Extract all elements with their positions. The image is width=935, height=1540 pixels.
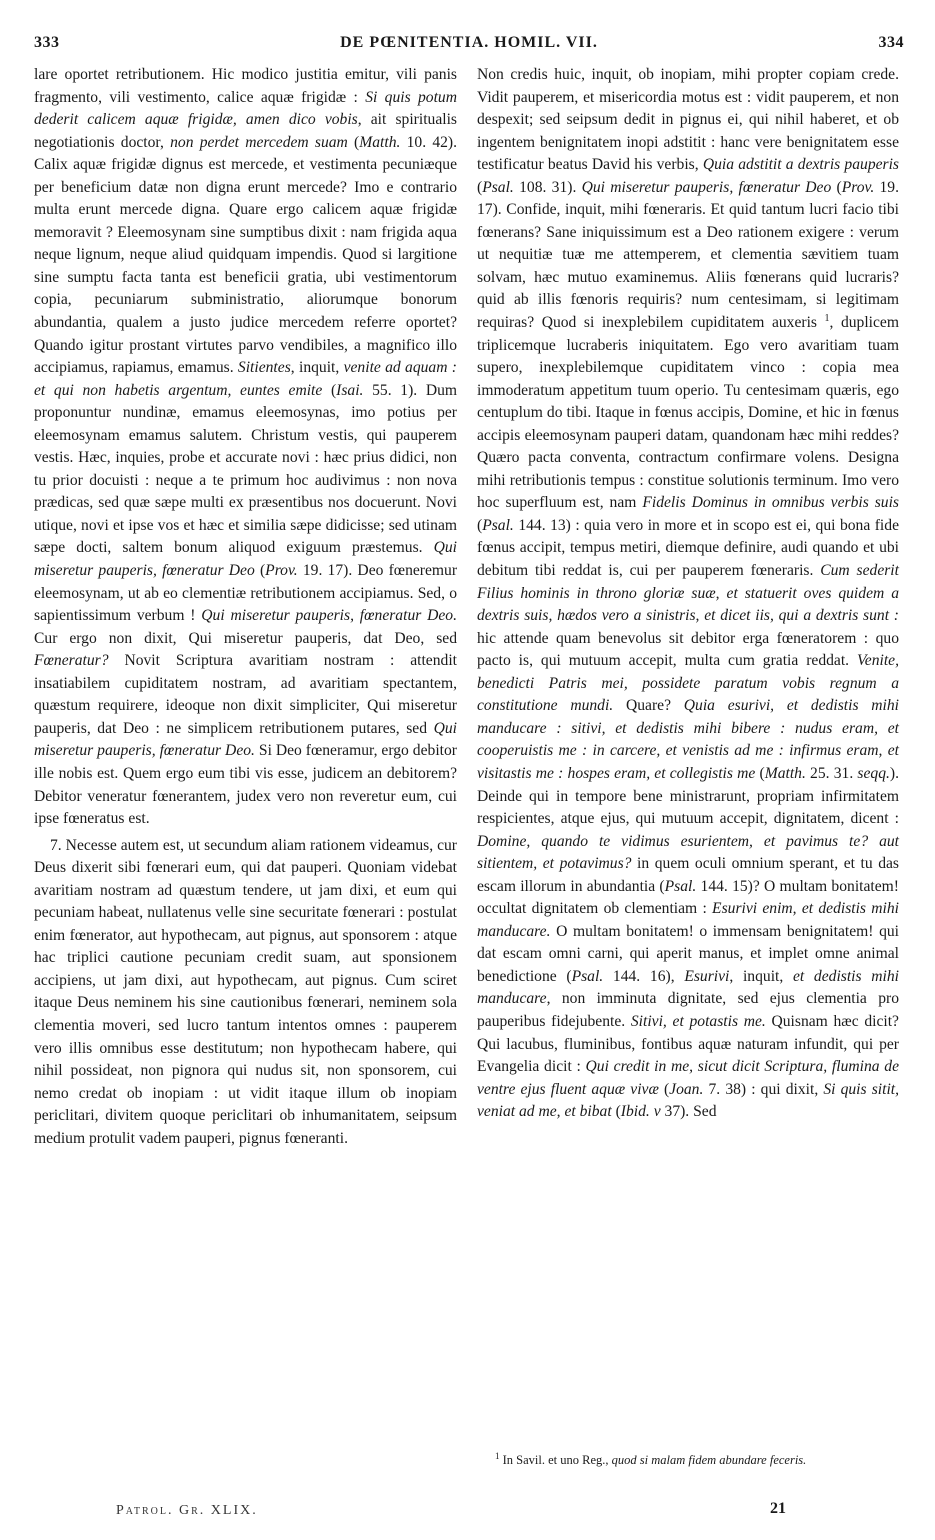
- italic-span: Joan.: [669, 1080, 704, 1098]
- text-span: , inquit,: [290, 359, 344, 377]
- text-span: (: [322, 381, 337, 399]
- text-span: 7. Necesse autem est, ut secundum aliam rationem videamus, cur Deus dixerit sibi fœnerari eum, qui dat pauperi. Quoniam videbat avaritiam nostram ad quæstum tendere, ut jam dixi, et eum qui pecuniam habeat, nullatenus velle sine securitate fœnerari : postulat enim fœnerator, aut hypothecam, aut pignus, aut sponsorem : atque hac triplici cautione pecuniam credit suam, aut sponsionem accipiens, ut jam dixi, aut hypothecam, aut pignus. Cum sciret itaque Deus neminem his sine cautionibus fœnerari, neminem sola clementia moveri, sed lucro tantum intentos omnes : pauperem vero illis omnibus esse destitutum; non hypothecam habere, qui nihil possideat, non pignora qui nudus sit, non sponsorem, cui nemo credat ob inopiam : ut vidit itaque illum ob inopiam periclitari, divitem quoque periclitari ob inhumanitatem, seipsum medium protulit vadem pauperi, pignus fœneranti.: [34, 836, 457, 1147]
- signature-number: 21: [770, 1500, 786, 1517]
- italic-span: Venite, benedicti Patris mei, possidete paratum vobis regnum a constitutione mundi.: [477, 652, 899, 715]
- italic-span: Fidelis Dominus in omnibus verbis suis: [642, 494, 899, 512]
- italic-span: Quia esurivi, et dedistis mihi manducare : sitivi, et dedistis mihi bibere : nudus eram, et cooperuistis me : in carcere, et venistis ad me : infirmus eram, et visitastis me : hospes eram, et collegistis me: [477, 697, 900, 782]
- italic-span: Qui miseretur pauperis, fœneratur Deo.: [201, 607, 457, 625]
- italic-span: Sitientes: [237, 359, 291, 377]
- text-span: 55. 1). Dum proponuntur nundinæ, emamus eleemosynas, imo potius per eleemosynam emamus salutem. Christum vestis, qui pauperem vestis. Hæc, inquies, probe et accurate novi : hæc prius didici, non tu prior docuisti : neque a te primum hoc audivimus : non nova prædicas, sed quæ sæpe multi ex præsentibus nos docuerunt. Novi utique, novi et ipse vos et hæc et similia sæpe didicisse; sed utinam sæpe docti, saltem bonum aliquod exiguum præstemus.: [34, 381, 458, 557]
- text-span: (: [477, 178, 483, 196]
- italic-span: Matth.: [359, 133, 401, 151]
- text-span: In Savil. et uno Reg.,: [499, 1453, 612, 1467]
- text-span: 10. 42). Calix aquæ frigidæ dignus est mercede, et vestimenta pecuniæque per beneficium datæ non digna erunt mercede? Imo e contrario multa erunt mercede digna. Quare ergo calicem aquæ frigidæ memoravit ? Eleemosynam sine sumptibus dixit : nam frigida aqua neque lignum, neque aliud quidquam impendis. Quod si largitione sine sumptu facta tanta est beneficii gratia, ubi vestimentorum copia, pecuniarum subministratio, aliorumque bonorum abundantia, qualem a justo judice mercedem referre oportet? Quando igitur prostant virtutes parvo vendibiles, a magnifico illo accipiamus, rapiamus, emamus.: [34, 133, 458, 377]
- italic-span: Qui miseretur pauperis, fœneratur Deo.: [34, 719, 457, 760]
- text-span: Quare?: [613, 697, 684, 715]
- italic-span: Psal.: [482, 516, 514, 534]
- italic-span: Ibid. v: [620, 1103, 661, 1121]
- page-number-right: 334: [878, 34, 904, 51]
- italic-span: Fœneratur?: [34, 652, 109, 670]
- text-span: (: [254, 562, 266, 580]
- italic-span: Esurivi: [684, 967, 730, 985]
- text-span: Novit Scriptura avaritiam nostram : attendit insatiabilem cupiditatem nostram, ad avaritiam spectantem, quæstum requirere, ideoque non dixit simpliciter, Qui miseretur pauperis, dat Deo : ne simplicem retributionem putares, sed: [34, 652, 457, 737]
- italic-span: Matth.: [764, 764, 806, 782]
- italic-span: Isai.: [336, 381, 364, 399]
- running-header: [34, 34, 904, 56]
- text-span: Cur ergo non dixit, Qui miseretur pauperis, dat Deo, sed: [34, 629, 457, 647]
- italic-span: Cum sederit Filius hominis in throno gloriæ suæ, et statuerit oves quidem a dextris suis, hædos vero a sinistris, et dicet iis, qui a dextris sunt :: [477, 562, 899, 625]
- page-number-left: 333: [34, 34, 60, 51]
- paragraph: [34, 835, 457, 1151]
- paragraph: [34, 64, 457, 831]
- text-span: 144. 13) : quia vero in more et in scopo est ei, qui bona fide fœnus accipit, tempus metiri, diemque definire, audi quando et ubi debitum tibi reddat is, cui per pauperem fœneraris.: [477, 516, 899, 580]
- text-span: Quisnam hæc dicit? Qui lacubus, fluminibus, fontibus aquæ naturam infundit, qui per Evangelia dicit :: [477, 1012, 899, 1076]
- text-span: (: [658, 1080, 670, 1098]
- italic-span: Prov.: [265, 562, 298, 580]
- italic-span: Si quis potum dederit calicem aquæ frigidæ, amen dico vobis: [34, 88, 457, 129]
- text-span: 19. 17). Confide, inquit, mihi fœneraris. Et quid tantum lucri facio tibi fœnerans? Sane iniquissimum est a Deo rationem exigere : verum ut nequitiæ tuæ me attemperem, et clementia sævitiem tuam solvam, hæc mutuo examinemus. Aliis fœnerans quid lucraris? quid ab illis fœnoris requiris? num centesimam, si legitimam requiras? Quod si inexplebilem cupiditatem auxeris: [477, 178, 899, 332]
- italic-span: Domine, quando te vidimus esurientem, et pavimus te? aut sitientem, et potavimus?: [477, 832, 899, 873]
- italic-span: Qui miseretur pauperis, fœneratur Deo: [34, 539, 457, 580]
- italic-span: seqq.: [857, 764, 890, 782]
- italic-span: Qui miseretur pauperis, fœneratur Deo: [581, 178, 832, 196]
- text-span: (: [347, 133, 360, 151]
- text-span: (: [831, 178, 842, 196]
- signature-mark: Patrol. Gr. XLIX.: [116, 1503, 258, 1518]
- text-span: (: [611, 1103, 621, 1121]
- italic-span: Psal.: [571, 967, 604, 985]
- italic-span: Si quis sitit, veniat ad me, et bibat: [477, 1080, 900, 1121]
- italic-span: Sitivi, et potastis me.: [630, 1012, 766, 1030]
- text-span: Non credis huic, inquit, ob inopiam, mihi propter copiam crede. Vidit pauperem, et misericordia motus est : vidit pauperem, et non despexit; sed seipsum dedit in pignus ei, qui nihil haberet, et ob ingentem benignitatem inopi adstitit : hanc vere benignitatem esse testificatur beatus David his verbis,: [477, 66, 899, 174]
- text-span: 19. 17). Deo fœneremur eleemosynam, ut ab eo clementiæ retributionem accipiamus. Sed, o sapientissimum verbum !: [34, 562, 458, 625]
- italic-span: Prov.: [841, 178, 875, 196]
- italic-span: non perdet mercedem suam: [170, 133, 348, 151]
- text-span: Si Deo fœneramur, ergo debitor ille nobis est. Quem ergo eum tibi vis esse, judicem an debitorem? Debitor veneratur fœnerantem, judex vero non reveretur eum, cui ipse fœneratus est.: [34, 742, 457, 828]
- text-span: , non imminuta dignitate, sed ejus clementia pro pauperibus fidejubente.: [477, 990, 899, 1030]
- italic-span: quod si malam fidem abundare feceris.: [611, 1453, 807, 1467]
- left-column: [34, 64, 457, 1150]
- italic-span: venite ad aquam : et qui non habetis argentum, euntes emite: [34, 359, 458, 399]
- right-column: [477, 64, 899, 1124]
- text-span: (: [477, 516, 483, 534]
- text-span: (: [755, 764, 765, 782]
- text-span: 25. 31.: [805, 764, 858, 782]
- text-span: 144. 15)? O multam bonitatem! occultat dignitatem ob clementiam :: [477, 877, 899, 918]
- text-span: , ait spiritualis negotiationis doctor,: [34, 111, 457, 151]
- italic-span: Quia adstitit a dextris pauperis: [702, 156, 900, 174]
- text-span: , inquit,: [729, 967, 793, 985]
- text-span: , duplicem triplicemque lucraberis iniquitatem. Ego vero avaritiam tuam supero, inexplebilemque cupiditatem vinco : copia mea immoderatum appetitum tuum operio. Tu centesimam quæris, ego centuplum do tibi. Itaque in fœnus accipis, Domine, et hic in fœnus accipis eleemosynam pauperi datam, quandonam hæc mihi reddes? Quæro pacta conventa, contractum confirmare volens. Designa mihi retributionis tempus : constitue solutionis terminum. Imo vero hoc superfluum est, nam: [477, 314, 899, 512]
- italic-span: Psal.: [664, 877, 697, 895]
- text-span: 37). Sed: [660, 1103, 717, 1121]
- text-span: 144. 16),: [603, 967, 685, 985]
- footnote-ref: 1: [824, 312, 830, 324]
- italic-span: et dedistis mihi manducare: [477, 967, 900, 1008]
- running-title: DE PŒNITENTIA. HOMIL. VII.: [340, 34, 598, 51]
- text-span: in quem oculi omnium sperant, et tu das escam illorum in abundantia (: [477, 855, 899, 895]
- text-span: ). Deinde qui in tempore bene ministrarunt, propriam infirmitatem respicientes, atque ejus, qui mutuum accepit, dignitatem, dicent :: [477, 764, 899, 828]
- footnote: [481, 1452, 899, 1468]
- italic-span: Psal.: [482, 178, 514, 196]
- text-span: lare oportet retributionem. Hic modico justitia emitur, vili panis fragmento, vili vestimento, calice aquæ frigidæ :: [34, 66, 457, 106]
- text-span: 108. 31).: [513, 178, 582, 196]
- footnote-marker: 1: [495, 1450, 500, 1461]
- text-span: O multam bonitatem! o immensam benignitatem! qui dat escam omni carni, qui aperit manus, et implet omne animal benedictione (: [477, 922, 899, 985]
- italic-span: Qui credit in me, sicut dicit Scriptura, flumina de ventre ejus fluent aquæ vivæ: [477, 1058, 899, 1098]
- text-span: 7. 38) : qui dixit,: [703, 1080, 824, 1098]
- text-span: hic attende quam benevolus sit debitor erga fœneratorem : quo pacto is, qui mutuum accepit, multa cum gratia reddat.: [477, 629, 899, 670]
- italic-span: Esurivi enim, et dedistis mihi manducare.: [477, 900, 899, 940]
- paragraph: [477, 64, 899, 1124]
